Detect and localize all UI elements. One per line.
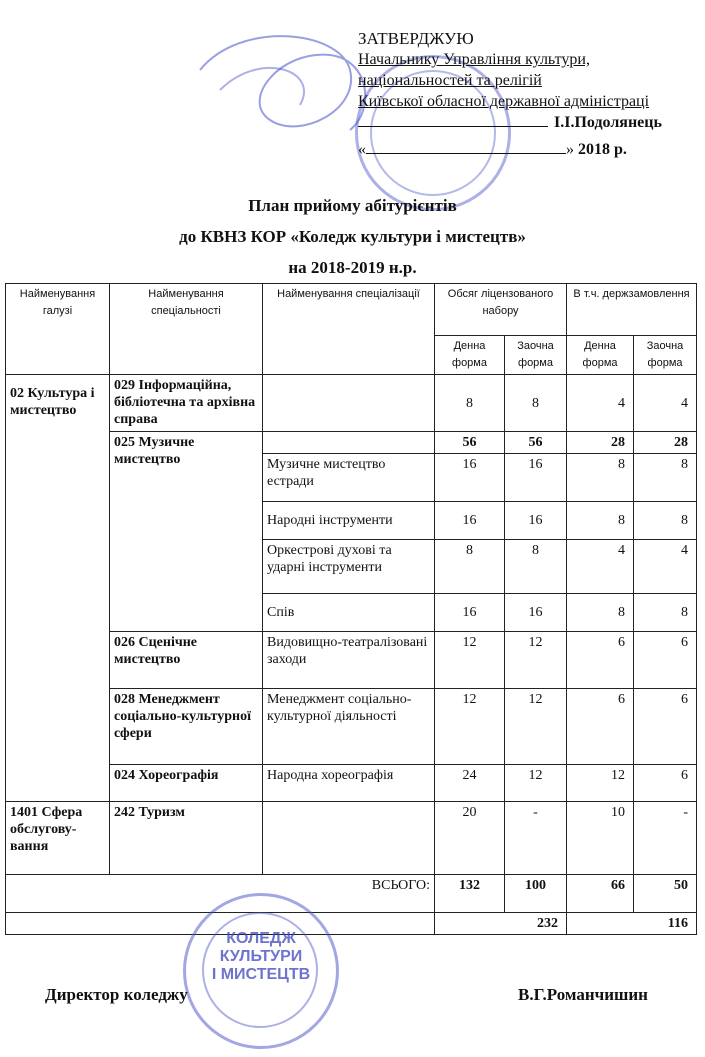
state-extramural-cell: 8 bbox=[634, 502, 697, 540]
licensed-extramural-cell: 16 bbox=[505, 502, 567, 540]
total-licensed-day: 132 bbox=[435, 875, 505, 913]
state-day-cell: 4 bbox=[567, 540, 634, 594]
state-extramural-cell: 6 bbox=[634, 689, 697, 765]
header-licensed: Обсяг ліцензованого набору bbox=[435, 284, 567, 336]
grand-total-licensed: 232 bbox=[435, 913, 567, 935]
grand-total-state: 116 bbox=[567, 913, 697, 935]
table-row bbox=[6, 802, 697, 875]
state-day-cell: 28 bbox=[567, 432, 634, 454]
state-extramural-cell: 4 bbox=[634, 540, 697, 594]
director-label: Директор коледжу bbox=[45, 985, 188, 1004]
state-extramural-cell: 8 bbox=[634, 594, 697, 632]
table-row bbox=[6, 632, 697, 689]
date-line bbox=[366, 139, 566, 154]
specialization-cell bbox=[263, 802, 435, 875]
licensed-day-cell: 56 bbox=[435, 432, 505, 454]
title-line-2: до КВНЗ КОР «Коледж культури і мистецтв» bbox=[179, 227, 526, 246]
state-day-cell: 6 bbox=[567, 689, 634, 765]
licensed-extramural-cell: 12 bbox=[505, 765, 567, 802]
licensed-extramural-cell: 12 bbox=[505, 632, 567, 689]
state-extramural-cell: 6 bbox=[634, 632, 697, 689]
licensed-day-cell: 16 bbox=[435, 594, 505, 632]
header-licensed-extramural: Заочна форма bbox=[505, 336, 567, 375]
table-row bbox=[6, 689, 697, 765]
licensed-extramural-cell: 8 bbox=[505, 375, 567, 432]
totals-row bbox=[6, 875, 697, 913]
specialization-cell: Менеджмент соціально-культурної діяльності bbox=[263, 689, 435, 765]
licensed-day-cell: 8 bbox=[435, 375, 505, 432]
stamp-line-3: І МИСТЕЦТВ bbox=[211, 966, 311, 983]
licensed-extramural-cell: - bbox=[505, 802, 567, 875]
header-licensed-day: Денна форма bbox=[435, 336, 505, 375]
branch-cell: 1401 Сфера обслугову-вання bbox=[6, 802, 110, 875]
licensed-day-cell: 20 bbox=[435, 802, 505, 875]
header-row bbox=[6, 284, 697, 336]
table-row bbox=[6, 765, 697, 802]
table-row bbox=[6, 432, 697, 454]
licensed-day-cell: 16 bbox=[435, 454, 505, 502]
header-state-order: В т.ч. держзамовлення bbox=[567, 284, 697, 336]
approval-signer: І.І.Подолянець bbox=[554, 114, 662, 131]
grand-total-row bbox=[6, 913, 697, 935]
director-name: В.Г.Романчишин bbox=[518, 985, 648, 1004]
state-day-cell: 8 bbox=[567, 594, 634, 632]
specialization-cell bbox=[263, 432, 435, 454]
licensed-extramural-cell: 12 bbox=[505, 689, 567, 765]
specialization-cell: Народна хореографія bbox=[263, 765, 435, 802]
licensed-day-cell: 24 bbox=[435, 765, 505, 802]
signature-line bbox=[358, 112, 548, 127]
specialization-cell: Видовищно-театралізовані заходи bbox=[263, 632, 435, 689]
header-specialization: Найменування спеціалізації bbox=[263, 284, 435, 375]
licensed-extramural-cell: 56 bbox=[505, 432, 567, 454]
specialization-cell: Оркестрові духові та ударні інструменти bbox=[263, 540, 435, 594]
state-extramural-cell: 8 bbox=[634, 454, 697, 502]
specialty-cell: 026 Сценічне мистецтво bbox=[110, 632, 263, 689]
college-stamp bbox=[183, 893, 339, 1049]
state-extramural-cell: 28 bbox=[634, 432, 697, 454]
stamp-line-1: КОЛЕДЖ bbox=[226, 930, 296, 947]
approval-date-row bbox=[358, 139, 662, 160]
total-licensed-extramural: 100 bbox=[505, 875, 567, 913]
licensed-extramural-cell: 8 bbox=[505, 540, 567, 594]
header-state-extramural: Заочна форма bbox=[634, 336, 697, 375]
header-specialty: Найменування спеціальності bbox=[110, 284, 263, 375]
state-day-cell: 8 bbox=[567, 502, 634, 540]
licensed-day-cell: 16 bbox=[435, 502, 505, 540]
licensed-day-cell: 12 bbox=[435, 689, 505, 765]
total-state-extramural: 50 bbox=[634, 875, 697, 913]
specialty-cell: 029 Інформаційна, бібліотечна та архівна справа bbox=[110, 375, 263, 432]
approval-year: 2018 р. bbox=[578, 141, 627, 158]
state-day-cell: 8 bbox=[567, 454, 634, 502]
approval-block bbox=[358, 28, 662, 160]
state-extramural-cell: 4 bbox=[634, 375, 697, 432]
total-state-day: 66 bbox=[567, 875, 634, 913]
state-extramural-cell: 6 bbox=[634, 765, 697, 802]
title-line-1: План прийому абітурієнтів bbox=[248, 196, 457, 215]
specialty-cell: 242 Туризм bbox=[110, 802, 263, 875]
state-day-cell: 10 bbox=[567, 802, 634, 875]
specialization-cell: Народні інструменти bbox=[263, 502, 435, 540]
state-extramural-cell: - bbox=[634, 802, 697, 875]
approval-line-2: національностей та релігій bbox=[358, 72, 542, 89]
licensed-day-cell: 8 bbox=[435, 540, 505, 594]
admission-plan-table bbox=[5, 283, 697, 935]
licensed-extramural-cell: 16 bbox=[505, 454, 567, 502]
date-open-quote: « bbox=[358, 141, 366, 158]
table-row bbox=[6, 375, 697, 432]
approval-line-3: Київської обласної державної адміністраці bbox=[358, 93, 650, 110]
specialization-cell bbox=[263, 375, 435, 432]
header-branch: Найменування галузі bbox=[6, 284, 110, 375]
college-stamp-text bbox=[186, 930, 336, 984]
specialization-cell: Музичне мистецтво естради bbox=[263, 454, 435, 502]
approval-line-1: Начальнику Управління культури, bbox=[358, 51, 590, 68]
state-day-cell: 6 bbox=[567, 632, 634, 689]
signature-scribble bbox=[180, 10, 380, 160]
specialty-cell: 025 Музичне мистецтво bbox=[110, 432, 263, 632]
date-close-quote: » bbox=[566, 141, 574, 158]
licensed-day-cell: 12 bbox=[435, 632, 505, 689]
specialty-cell: 024 Хореографія bbox=[110, 765, 263, 802]
stamp-line-2: КУЛЬТУРИ bbox=[219, 948, 303, 965]
header-state-day: Денна форма bbox=[567, 336, 634, 375]
total-label: ВСЬОГО: bbox=[6, 875, 435, 913]
specialization-cell: Спів bbox=[263, 594, 435, 632]
specialty-cell: 028 Менеджмент соціально-культурної сфери bbox=[110, 689, 263, 765]
state-day-cell: 12 bbox=[567, 765, 634, 802]
branch-cell: 02 Культура і мистецтво bbox=[6, 375, 110, 802]
title-line-3: на 2018-2019 н.р. bbox=[288, 258, 417, 277]
approval-signer-row bbox=[358, 112, 662, 133]
state-day-cell: 4 bbox=[567, 375, 634, 432]
licensed-extramural-cell: 16 bbox=[505, 594, 567, 632]
approval-heading: ЗАТВЕРДЖУЮ bbox=[358, 29, 474, 48]
